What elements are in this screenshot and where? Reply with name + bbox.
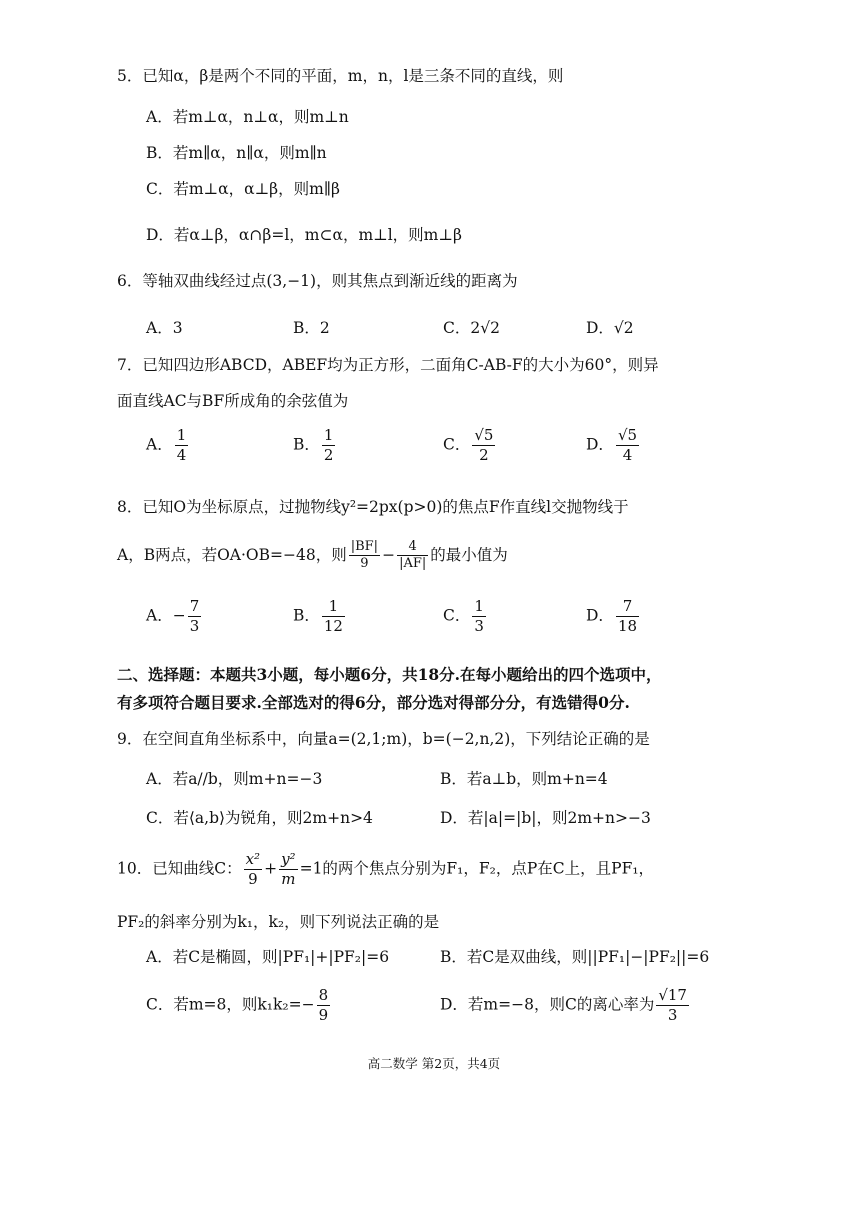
q7-c-den: 2 bbox=[479, 445, 489, 464]
q8-c-num: 1 bbox=[474, 597, 484, 615]
q6-option-c: C．2√2 bbox=[443, 319, 500, 337]
q7-option-d bbox=[586, 426, 641, 465]
q10-frac-x bbox=[244, 850, 262, 889]
q5-option-a: A．若m⊥α，n⊥α，则m⊥n bbox=[146, 108, 349, 126]
q7-option-a bbox=[146, 426, 190, 465]
q5-stem: 5．已知α，β是两个不同的平面，m，n，l是三条不同的直线，则 bbox=[117, 67, 564, 85]
q8-minus: − bbox=[382, 545, 396, 564]
q8-d-fraction bbox=[616, 597, 639, 636]
section2-line1: 二、选择题：本题共3小题，每小题6分，共18分.在每小题给出的四个选项中， bbox=[117, 665, 662, 684]
q10-c-num: 8 bbox=[318, 986, 329, 1004]
q7-b-den: 2 bbox=[323, 445, 334, 464]
q10-frac-x-num: x² bbox=[245, 850, 261, 868]
q8-a-fraction bbox=[188, 597, 202, 636]
q7-a-num: 1 bbox=[176, 426, 187, 444]
q6-option-d: D．√2 bbox=[586, 319, 634, 337]
q10-plus: + bbox=[264, 859, 278, 878]
q10-d-den: 3 bbox=[667, 1005, 678, 1024]
q7-d-num: √5 bbox=[617, 426, 638, 444]
q10-stem-b: =1的两个焦点分别为F₁，F₂，点P在C上，且PF₁， bbox=[299, 859, 655, 878]
q10-frac-y-num: y² bbox=[281, 850, 296, 868]
q8-frac-af-num: 4 bbox=[397, 539, 428, 556]
q8-c-den: 3 bbox=[474, 616, 484, 635]
q8-option-c bbox=[443, 597, 488, 636]
q10-d-text: D．若m=−8，则C的离心率为 bbox=[440, 995, 655, 1014]
q7-option-b bbox=[293, 426, 337, 465]
q8-frac-bf bbox=[349, 539, 380, 573]
q10-frac-x-den: 9 bbox=[248, 869, 258, 888]
q9-option-c: C．若⟨a,b⟩为锐角，则2m+n>4 bbox=[146, 809, 373, 827]
q10-option-a: A．若C是椭圆，则|PF₁|+|PF₂|=6 bbox=[146, 948, 390, 966]
section2-line2: 有多项符合题目要求.全部选对的得6分，部分选对得部分分，有选错得0分. bbox=[117, 693, 630, 712]
q7-a-fraction bbox=[175, 426, 189, 465]
q10-stem-line2: PF₂的斜率分别为k₁，k₂，则下列说法正确的是 bbox=[117, 913, 440, 931]
q6-option-b: B．2 bbox=[293, 319, 330, 337]
q9-option-d: D．若|a|=|b|，则2m+n>−3 bbox=[440, 809, 651, 827]
q8-stem-line2-b: 的最小值为 bbox=[430, 545, 508, 564]
q8-frac-bf-den: 9 bbox=[360, 556, 369, 572]
q10-option-d bbox=[440, 986, 691, 1025]
q7-d-fraction bbox=[616, 426, 639, 465]
q9-stem: 9．在空间直角坐标系中，向量a=(2,1;m)，b=(−2,n,2)，下列结论正确的是 bbox=[117, 730, 650, 748]
q10-c-text: C．若m=8，则k₁k₂=− bbox=[146, 995, 315, 1014]
q5-option-c: C．若m⊥α，α⊥β，则m∥β bbox=[146, 180, 340, 198]
q8-option-d bbox=[586, 597, 641, 636]
q7-stem-line2: 面直线AC与BF所成角的余弦值为 bbox=[117, 392, 349, 410]
q10-frac-y-den: m bbox=[281, 869, 296, 888]
q8-d-den: 18 bbox=[617, 616, 638, 635]
q7-d-label: D． bbox=[586, 435, 614, 454]
q7-stem-line1: 7．已知四边形ABCD，ABEF均为正方形，二面角C-AB-F的大小为60°，则异 bbox=[117, 356, 659, 374]
q8-b-fraction bbox=[322, 597, 345, 636]
q5-option-d: D．若α⊥β，α∩β=l，m⊂α，m⊥l，则m⊥β bbox=[146, 226, 462, 244]
q7-a-den: 4 bbox=[176, 445, 187, 464]
q7-b-num: 1 bbox=[323, 426, 334, 444]
q8-stem-line2-a: A，B两点，若OA·OB=−48，则 bbox=[117, 545, 347, 564]
q7-c-fraction bbox=[472, 426, 495, 465]
q10-d-fraction bbox=[656, 986, 689, 1025]
q6-stem: 6．等轴双曲线经过点(3,−1)，则其焦点到渐近线的距离为 bbox=[117, 272, 518, 290]
q7-c-label: C． bbox=[443, 435, 471, 454]
q8-stem-line1: 8．已知O为坐标原点，过抛物线y²=2px(p>0)的焦点F作直线l交抛物线于 bbox=[117, 498, 629, 516]
q8-d-num: 7 bbox=[616, 597, 639, 617]
q10-c-fraction bbox=[317, 986, 331, 1025]
q7-a-label: A． bbox=[146, 435, 173, 454]
q8-frac-af bbox=[397, 539, 428, 573]
q10-frac-y bbox=[279, 850, 298, 889]
q10-stem-a: 10．已知曲线C： bbox=[117, 859, 242, 878]
q9-option-b: B．若a⊥b，则m+n=4 bbox=[440, 770, 608, 788]
q10-option-c bbox=[146, 986, 332, 1025]
q10-stem-line1 bbox=[117, 850, 654, 889]
q8-stem-line2 bbox=[117, 539, 508, 573]
page-footer: 高二数学 第2页，共4页 bbox=[367, 1056, 501, 1071]
q10-c-den: 9 bbox=[318, 1005, 329, 1024]
q7-d-den: 4 bbox=[622, 445, 633, 464]
q10-d-num: √17 bbox=[658, 986, 687, 1004]
q7-option-c bbox=[443, 426, 497, 465]
q8-a-num: 7 bbox=[189, 597, 200, 615]
q7-b-fraction bbox=[322, 426, 336, 465]
q8-b-label: B． bbox=[293, 606, 320, 625]
q8-a-den: 3 bbox=[189, 616, 200, 635]
q7-c-num: √5 bbox=[474, 426, 494, 444]
q9-option-a: A．若a//b，则m+n=−3 bbox=[146, 770, 323, 788]
q8-c-fraction bbox=[472, 597, 486, 636]
q8-option-a bbox=[146, 597, 203, 636]
q8-a-label: A． bbox=[146, 606, 173, 625]
q8-option-b bbox=[293, 597, 347, 636]
q5-option-b: B．若m∥α，n∥α，则m∥n bbox=[146, 144, 327, 162]
q8-frac-af-den: |AF| bbox=[399, 556, 427, 572]
q7-b-label: B． bbox=[293, 435, 320, 454]
q8-d-label: D． bbox=[586, 606, 614, 625]
q10-option-b: B．若C是双曲线，则||PF₁|−|PF₂||=6 bbox=[440, 948, 710, 966]
q8-a-sign: − bbox=[172, 606, 186, 625]
q8-frac-bf-num: |BF| bbox=[349, 539, 380, 556]
q8-b-num: 1 bbox=[322, 597, 345, 617]
q8-c-label: C． bbox=[443, 606, 471, 625]
q8-b-den: 12 bbox=[323, 616, 343, 635]
q6-option-a: A．3 bbox=[146, 319, 183, 337]
